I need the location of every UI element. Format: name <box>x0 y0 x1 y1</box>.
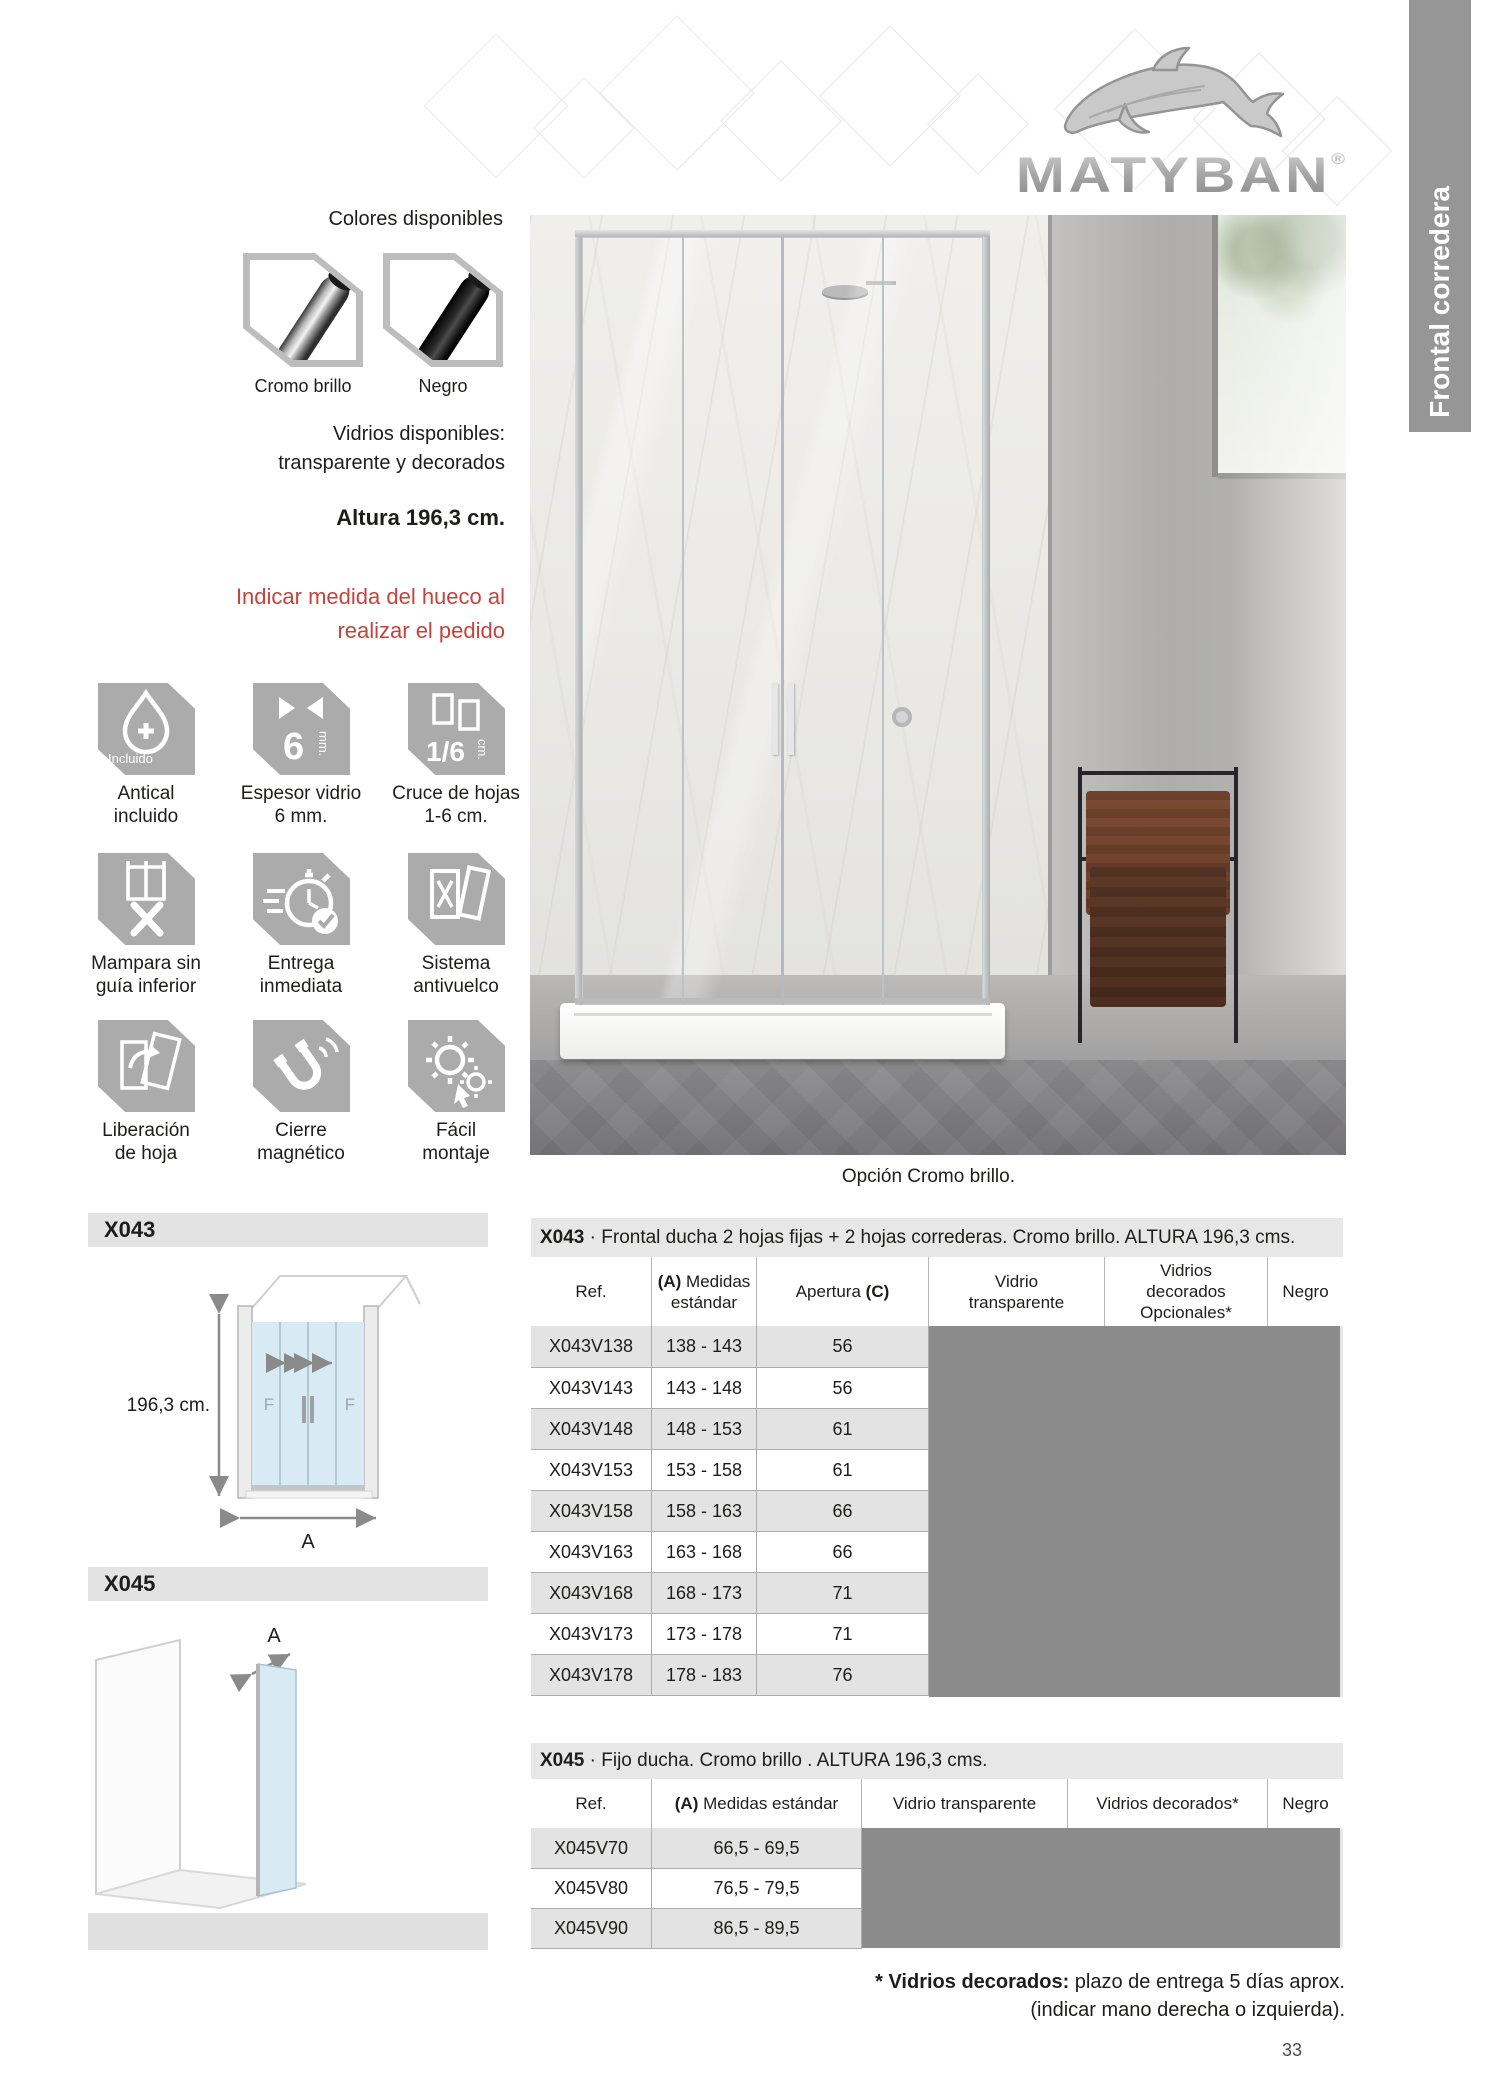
towel <box>1090 867 1226 1007</box>
col-vidrio: Vidrio transparente <box>929 1257 1105 1326</box>
feature-label: Fácil montaje <box>422 1120 490 1164</box>
svg-text:196,3 cm.: 196,3 cm. <box>126 1395 210 1416</box>
antical-icon <box>98 683 195 775</box>
colors-title: Colores disponibles <box>328 208 503 230</box>
feature-label: Cierre magnético <box>257 1120 345 1164</box>
svg-text:F: F <box>344 1395 356 1414</box>
table-row: X043V158 158 - 163 66 <box>531 1490 929 1531</box>
col-ref: Ref. <box>531 1779 652 1828</box>
x045-table-header <box>531 1779 1343 1828</box>
x043-diagram <box>88 1260 488 1560</box>
svg-text:Incluido: Incluido <box>108 751 153 766</box>
x045-table-body <box>531 1828 862 1949</box>
glass-thickness-icon <box>253 683 350 775</box>
feature-label: Espesor vidrio 6 mm. <box>240 783 362 827</box>
no-bottom-guide-icon <box>98 853 195 945</box>
table-row: X045V70 66,5 - 69,5 <box>531 1828 862 1868</box>
anti-tip-icon <box>408 853 505 945</box>
x045-diagram <box>88 1608 488 1910</box>
section-tab-label: Frontal corredera <box>1424 186 1455 418</box>
page-number: 33 <box>1281 2040 1302 2060</box>
dolphin-logo-icon <box>1055 40 1295 155</box>
table-row: X043V173 173 - 178 71 <box>531 1613 929 1654</box>
col-apertura: Apertura (C) <box>757 1257 929 1326</box>
order-notice: Indicar medida del hueco al realizar el pedido <box>235 584 505 643</box>
empty-label-bar <box>88 1913 488 1950</box>
svg-text:mm.: mm. <box>316 731 331 757</box>
col-vidrio: Vidrio transparente <box>862 1779 1068 1828</box>
table-row: X043V138 138 - 143 56 <box>531 1326 929 1367</box>
col-medidas: (A) Medidas estándar <box>652 1779 862 1828</box>
x045-table-title: X045 · Fijo ducha. Cromo brillo . ALTURA 196,3 cms. <box>531 1743 1343 1779</box>
photo-caption: Opción Cromo brillo. <box>841 1166 1015 1187</box>
svg-text:6: 6 <box>283 726 305 768</box>
swatch-label-cromo: Cromo brillo <box>254 376 352 396</box>
panel-release-icon <box>98 1020 195 1112</box>
fast-delivery-icon <box>253 853 350 945</box>
x045-price-block <box>862 1828 1343 1948</box>
feature-label: Cruce de hojas 1-6 cm. <box>392 783 520 827</box>
x043-label-bar: X043 <box>88 1213 488 1247</box>
brand-logo <box>1016 146 1345 204</box>
svg-text:A: A <box>301 1531 315 1553</box>
col-negro: Negro <box>1282 1282 1329 1301</box>
product-photo <box>530 215 1346 1155</box>
easy-assembly-icon <box>408 1020 505 1112</box>
magnetic-close-icon <box>253 1020 350 1112</box>
x045-label-bar: X045 <box>88 1567 488 1601</box>
footnote: * Vidrios decorados: plazo de entrega 5 días aprox. (indicar mano derecha o izquierda). <box>875 1971 1345 2021</box>
x043-table-body <box>531 1326 929 1696</box>
table-row: X043V143 143 - 148 56 <box>531 1367 929 1408</box>
table-row: X043V178 178 - 183 76 <box>531 1654 929 1695</box>
x043-table-header <box>531 1257 1343 1326</box>
feature-label: Antical incluido <box>113 783 179 827</box>
color-swatch-negro <box>383 253 503 367</box>
color-swatch-cromo <box>243 253 363 367</box>
col-negro: Negro <box>1282 1794 1329 1813</box>
glass-available: Vidrios disponibles: transparente y decorados <box>278 423 505 474</box>
table-row: X043V153 153 - 158 61 <box>531 1449 929 1490</box>
feature-label: Sistema antivuelco <box>413 953 499 997</box>
col-decorados: Vidrios decorados* <box>1068 1779 1268 1828</box>
table-row: X043V148 148 - 153 61 <box>531 1408 929 1449</box>
table-row: X045V90 86,5 - 89,5 <box>531 1908 862 1948</box>
cromo-tube-icon <box>259 270 355 360</box>
svg-text:1/6: 1/6 <box>426 736 465 767</box>
x043-table-title: X043 · Frontal ducha 2 hojas fijas + 2 hojas correderas. Cromo brillo. ALTURA 196,3 cms. <box>531 1218 1343 1257</box>
panel-overlap-icon <box>408 683 505 775</box>
col-decorados: Vidrios decorados Opcionales* <box>1105 1257 1268 1326</box>
svg-text:A: A <box>267 1625 281 1647</box>
svg-text:cm.: cm. <box>475 739 490 760</box>
table-row: X043V163 163 - 168 66 <box>531 1531 929 1572</box>
negro-tube-icon <box>399 270 495 360</box>
section-tab <box>1409 0 1471 432</box>
table-row: X045V80 76,5 - 79,5 <box>531 1868 862 1908</box>
col-ref: Ref. <box>531 1257 652 1326</box>
table-row: X043V168 168 - 173 71 <box>531 1572 929 1613</box>
svg-text:F: F <box>263 1395 275 1414</box>
feature-label: Entrega inmediata <box>259 953 343 997</box>
brand-name: MATYBAN <box>1015 147 1332 203</box>
col-medidas: (A) Medidas estándar <box>652 1257 757 1326</box>
feature-label: Mampara sin guía inferior <box>91 953 201 997</box>
registered-mark: ® <box>1331 151 1345 168</box>
swatch-label-negro: Negro <box>418 376 468 396</box>
height-spec: Altura 196,3 cm. <box>336 505 505 530</box>
x043-price-block <box>929 1326 1343 1697</box>
feature-label: Liberación de hoja <box>102 1120 190 1164</box>
